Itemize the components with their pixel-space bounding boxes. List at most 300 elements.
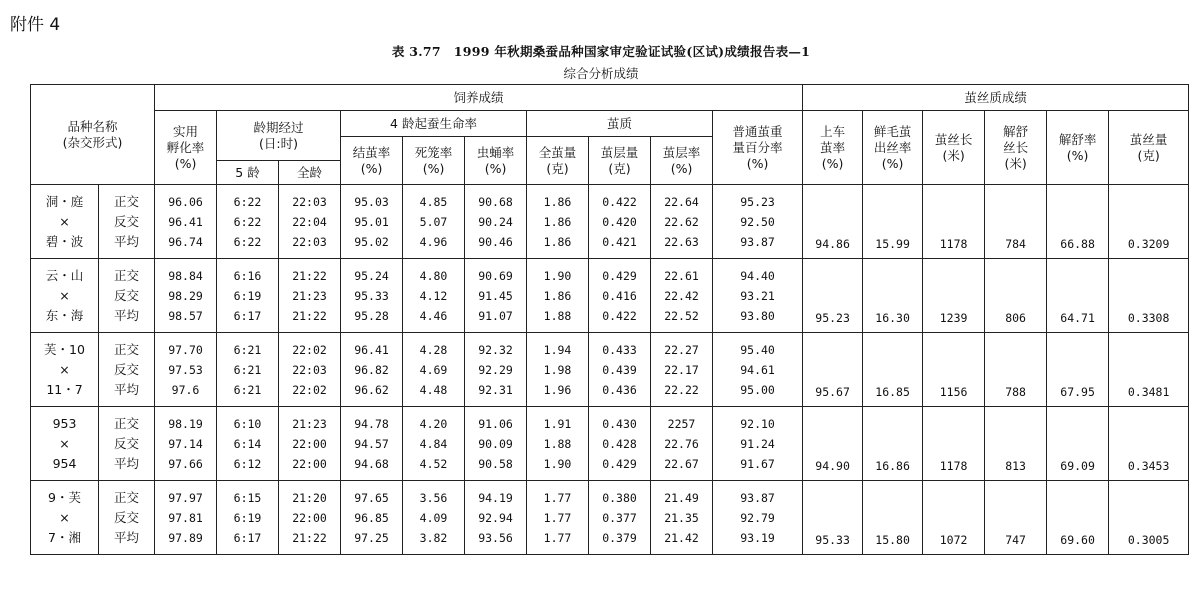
cross-type-cell	[99, 407, 155, 481]
instar-header: 龄期经过 (日:时)	[217, 111, 341, 161]
silk-value-cell: 784	[985, 185, 1047, 259]
rearing-value: 97.53	[168, 362, 203, 377]
silk-value-cell: 16.30	[863, 259, 923, 333]
cross-type-label: 正交	[114, 267, 140, 283]
rearing-value: 0.428	[602, 436, 637, 451]
rearing-value: 93.87	[740, 234, 775, 249]
cross-type-cell	[99, 259, 155, 333]
rearing-value: 22.67	[664, 456, 699, 471]
silk-value-cell: 1156	[923, 333, 985, 407]
rearing-value: 6:19	[233, 510, 262, 525]
rearing-value: 1.98	[543, 362, 572, 377]
rearing-value-cell	[403, 185, 465, 259]
rearing-value: 6:14	[233, 436, 262, 451]
rearing-value: 6:22	[233, 234, 262, 249]
rearing-value: 6:16	[233, 268, 262, 283]
rearing-value: 92.79	[740, 510, 775, 525]
rearing-value-cell	[465, 481, 527, 555]
rearing-value: 91.45	[478, 288, 513, 303]
rearing-value: 21.49	[664, 490, 699, 505]
rearing-value-cell	[279, 333, 341, 407]
variety-name-line: 11・7	[46, 381, 83, 397]
rearing-value: 0.439	[602, 362, 637, 377]
cross-type-label: 正交	[114, 341, 140, 357]
rearing-value: 92.50	[740, 214, 775, 229]
dead-rate-header: 死笼率 (%)	[403, 137, 465, 185]
rearing-value: 1.88	[543, 436, 572, 451]
rearing-value: 22:03	[292, 362, 327, 377]
rearing-value: 94.78	[354, 416, 389, 431]
rearing-value-cell	[589, 333, 651, 407]
rearing-value: 92.10	[740, 416, 775, 431]
rearing-value: 0.422	[602, 308, 637, 323]
nbfl-header: 解舒 丝长 (米)	[985, 111, 1047, 185]
cross-type-label: 平均	[114, 529, 140, 545]
table-row	[31, 333, 1189, 407]
silk-weight-header: 茧丝量 (克)	[1109, 111, 1189, 185]
rearing-value: 6:21	[233, 342, 262, 357]
rearing-value-cell	[341, 185, 403, 259]
silk-value-cell: 94.86	[803, 185, 863, 259]
rearing-value: 90.24	[478, 214, 513, 229]
rearing-value-cell	[155, 407, 217, 481]
variety-name-line: 碧・波	[45, 233, 84, 249]
rearing-value-cell	[713, 259, 803, 333]
rearing-value-cell	[155, 259, 217, 333]
cross-type-label: 正交	[114, 415, 140, 431]
whole-cocoon-header: 全茧量 (克)	[527, 137, 589, 185]
variety-name-line: ×	[59, 509, 70, 525]
rearing-value: 96.41	[168, 214, 203, 229]
table-title: 表 3.77 1999 年秋期桑蚕品种国家审定验证试验(区试)成绩报告表—1	[391, 44, 811, 59]
cross-type-cell	[99, 185, 155, 259]
rearing-value-cell	[217, 259, 279, 333]
rearing-value: 98.29	[168, 288, 203, 303]
variety-name-line: ×	[59, 287, 70, 303]
rearing-value: 95.33	[354, 288, 389, 303]
variety-name-line: 洞・庭	[45, 193, 84, 209]
table-header	[31, 85, 1189, 185]
results-table	[30, 84, 1189, 555]
rearing-value: 22:02	[292, 342, 327, 357]
rearing-value: 1.86	[543, 214, 572, 229]
rearing-value: 92.32	[478, 342, 513, 357]
rearing-value: 94.40	[740, 268, 775, 283]
rearing-value: 0.436	[602, 382, 637, 397]
variety-name-line: 7・湘	[48, 529, 81, 545]
rearing-value: 95.01	[354, 214, 389, 229]
rearing-value-cell	[403, 407, 465, 481]
rearing-value: 97.14	[168, 436, 203, 451]
rearing-value: 94.61	[740, 362, 775, 377]
rearing-value: 0.420	[602, 214, 637, 229]
rearing-value: 22:03	[292, 194, 327, 209]
rearing-value: 97.70	[168, 342, 203, 357]
rearing-value: 6:12	[233, 456, 262, 471]
rearing-value: 93.19	[740, 530, 775, 545]
rearing-value: 91.07	[478, 308, 513, 323]
rearing-value: 4.12	[419, 288, 448, 303]
rearing-value: 0.377	[602, 510, 637, 525]
rearing-value: 21:23	[292, 416, 327, 431]
rearing-value-cell	[279, 185, 341, 259]
rearing-value: 21:22	[292, 308, 327, 323]
silk-value-cell: 0.3308	[1109, 259, 1189, 333]
rearing-value-cell	[651, 481, 713, 555]
hatch-rate-header: 实用 孵化率 (%)	[155, 111, 217, 185]
rearing-value: 91.67	[740, 456, 775, 471]
rearing-value: 22:03	[292, 234, 327, 249]
rearing-value: 90.09	[478, 436, 513, 451]
variety-name-line: 云・山	[45, 267, 84, 283]
variety-name-cell	[31, 333, 99, 407]
rearing-value-cell	[651, 333, 713, 407]
rearing-value: 98.19	[168, 416, 203, 431]
rearing-value: 6:19	[233, 288, 262, 303]
vitality-header: 4 龄起蚕生命率	[341, 111, 527, 137]
rearing-value-cell	[403, 333, 465, 407]
rearing-value: 6:22	[233, 214, 262, 229]
rearing-value: 21.35	[664, 510, 699, 525]
rearing-value: 22.64	[664, 194, 699, 209]
variety-name-line: 9・芙	[48, 489, 81, 505]
silk-value-cell: 788	[985, 333, 1047, 407]
rearing-value: 92.94	[478, 510, 513, 525]
rearing-value: 1.88	[543, 308, 572, 323]
rearing-value-cell	[527, 185, 589, 259]
rearing-value-cell	[527, 481, 589, 555]
rearing-value: 22.63	[664, 234, 699, 249]
rearing-value: 0.380	[602, 490, 637, 505]
rearing-value: 97.97	[168, 490, 203, 505]
cross-type-label: 反交	[114, 213, 140, 229]
rearing-value: 22:04	[292, 214, 327, 229]
rearing-value: 22.17	[664, 362, 699, 377]
rearing-value-cell	[713, 185, 803, 259]
silk-value-cell: 0.3209	[1109, 185, 1189, 259]
rearing-value: 6:15	[233, 490, 262, 505]
rearing-value: 95.02	[354, 234, 389, 249]
silk-value-cell: 66.88	[1047, 185, 1109, 259]
silk-value-cell: 813	[985, 407, 1047, 481]
rearing-value-cell	[341, 259, 403, 333]
silk-value-cell: 95.33	[803, 481, 863, 555]
rearing-value: 22:00	[292, 456, 327, 471]
cross-type-cell	[99, 481, 155, 555]
rearing-value: 0.433	[602, 342, 637, 357]
rearing-value-cell	[713, 481, 803, 555]
variety-name-line: ×	[59, 361, 70, 377]
variety-name-cell	[31, 481, 99, 555]
silk-value-cell: 0.3453	[1109, 407, 1189, 481]
silk-value-cell: 0.3005	[1109, 481, 1189, 555]
rearing-value: 96.82	[354, 362, 389, 377]
rearing-value-cell	[155, 185, 217, 259]
rearing-value: 90.68	[478, 194, 513, 209]
rearing-value: 6:21	[233, 362, 262, 377]
variety-name-line: 芙・10	[44, 341, 85, 357]
table-row	[31, 481, 1189, 555]
rearing-value: 22:00	[292, 436, 327, 451]
variety-name-cell	[31, 185, 99, 259]
rearing-value-cell	[465, 185, 527, 259]
rearing-value: 22:02	[292, 382, 327, 397]
rearing-value: 97.89	[168, 530, 203, 545]
table-body	[31, 185, 1189, 555]
rearing-value: 1.77	[543, 510, 572, 525]
rearing-value: 1.86	[543, 194, 572, 209]
silk-value-cell: 1178	[923, 407, 985, 481]
silk-value-cell: 15.99	[863, 185, 923, 259]
rearing-value: 92.29	[478, 362, 513, 377]
silk-value-cell: 95.67	[803, 333, 863, 407]
rearing-value-cell	[341, 333, 403, 407]
rearing-value-cell	[155, 333, 217, 407]
rearing-value: 21:22	[292, 530, 327, 545]
rearing-value: 21:22	[292, 268, 327, 283]
rearing-value-cell	[341, 481, 403, 555]
rearing-value: 96.85	[354, 510, 389, 525]
silk-value-cell: 94.90	[803, 407, 863, 481]
rearing-value-cell	[341, 407, 403, 481]
variety-header: 品种名称 (杂交形式)	[31, 85, 155, 185]
rearing-value: 1.77	[543, 530, 572, 545]
rearing-value-cell	[217, 185, 279, 259]
rearing-value: 97.6	[171, 382, 200, 397]
rearing-value: 96.62	[354, 382, 389, 397]
rearing-value: 6:17	[233, 308, 262, 323]
silk-value-cell: 69.60	[1047, 481, 1109, 555]
rearing-value: 0.429	[602, 456, 637, 471]
rearing-value: 1.96	[543, 382, 572, 397]
rearing-value: 90.69	[478, 268, 513, 283]
cross-type-label: 平均	[114, 307, 140, 323]
rearing-value-cell	[651, 185, 713, 259]
rearing-value: 98.57	[168, 308, 203, 323]
quality-header: 茧质	[527, 111, 713, 137]
rearing-value-cell	[527, 259, 589, 333]
raw-silk-header: 鲜毛茧 出丝率 (%)	[863, 111, 923, 185]
rearing-value: 0.429	[602, 268, 637, 283]
rearing-value: 4.48	[419, 382, 448, 397]
instar-5-header: 5 龄	[217, 161, 279, 185]
rearing-value-cell	[651, 407, 713, 481]
rearing-value: 95.24	[354, 268, 389, 283]
reeling-rate-header: 上车 茧率 (%)	[803, 111, 863, 185]
rearing-value: 6:21	[233, 382, 262, 397]
rearing-value: 94.68	[354, 456, 389, 471]
rearing-value: 97.81	[168, 510, 203, 525]
instar-all-header: 全龄	[279, 161, 341, 185]
cocoon-silk-header: 茧丝质成绩	[803, 85, 1189, 111]
cross-type-label: 反交	[114, 435, 140, 451]
cross-type-label: 反交	[114, 361, 140, 377]
rearing-value: 0.421	[602, 234, 637, 249]
silk-value-cell: 15.80	[863, 481, 923, 555]
rearing-value: 21:20	[292, 490, 327, 505]
rearing-value: 95.28	[354, 308, 389, 323]
attachment-label: 附件 4	[10, 15, 61, 35]
rearing-value: 22.52	[664, 308, 699, 323]
rearing-value: 95.00	[740, 382, 775, 397]
rearing-value: 22:00	[292, 510, 327, 525]
rearing-value-cell	[465, 259, 527, 333]
variety-name-line: ×	[59, 435, 70, 451]
rearing-value: 95.40	[740, 342, 775, 357]
rearing-value: 22.42	[664, 288, 699, 303]
variety-name-line: 东・海	[45, 307, 84, 323]
cross-type-label: 正交	[114, 193, 140, 209]
rearing-value: 1.77	[543, 490, 572, 505]
rearing-value: 0.379	[602, 530, 637, 545]
normal-cocoon-header: 普通茧重 量百分率 (%)	[713, 111, 803, 185]
rearing-value: 94.57	[354, 436, 389, 451]
silk-value-cell: 95.23	[803, 259, 863, 333]
rearing-value: 22.62	[664, 214, 699, 229]
rearing-value: 93.56	[478, 530, 513, 545]
rearing-value: 91.24	[740, 436, 775, 451]
rearing-value: 22.76	[664, 436, 699, 451]
rearing-value-cell	[403, 259, 465, 333]
silk-value-cell: 747	[985, 481, 1047, 555]
rearing-value-cell	[589, 481, 651, 555]
filament-length-header: 茧丝长 (米)	[923, 111, 985, 185]
variety-name-line: ×	[59, 213, 70, 229]
table-subtitle: 综合分析成绩	[563, 66, 639, 81]
rearing-value-cell	[217, 407, 279, 481]
rearing-value: 4.69	[419, 362, 448, 377]
rearing-value-cell	[217, 481, 279, 555]
rearing-value-cell	[713, 407, 803, 481]
rearing-value: 6:22	[233, 194, 262, 209]
rearing-value-cell	[651, 259, 713, 333]
rearing-value: 92.31	[478, 382, 513, 397]
cross-type-label: 平均	[114, 233, 140, 249]
rearing-value: 5.07	[419, 214, 448, 229]
cross-type-cell	[99, 333, 155, 407]
rearing-value: 93.80	[740, 308, 775, 323]
rearing-value: 93.87	[740, 490, 775, 505]
rearing-value: 97.66	[168, 456, 203, 471]
rearing-value: 1.86	[543, 288, 572, 303]
rearing-value: 1.94	[543, 342, 572, 357]
reelability-header: 解舒率 (%)	[1047, 111, 1109, 185]
silk-value-cell: 64.71	[1047, 259, 1109, 333]
silk-value-cell: 1072	[923, 481, 985, 555]
rearing-value: 96.06	[168, 194, 203, 209]
rearing-value: 3.82	[419, 530, 448, 545]
rearing-value-cell	[279, 481, 341, 555]
rearing-value: 22.22	[664, 382, 699, 397]
rearing-value: 98.84	[168, 268, 203, 283]
silk-value-cell: 69.09	[1047, 407, 1109, 481]
rearing-value: 97.25	[354, 530, 389, 545]
rearing-value: 4.52	[419, 456, 448, 471]
rearing-value-cell	[465, 333, 527, 407]
silk-value-cell: 16.85	[863, 333, 923, 407]
silk-value-cell: 1239	[923, 259, 985, 333]
rearing-value: 1.91	[543, 416, 572, 431]
table-row	[31, 259, 1189, 333]
rearing-value-cell	[403, 481, 465, 555]
rearing-value: 90.58	[478, 456, 513, 471]
rearing-value: 22.61	[664, 268, 699, 283]
rearing-value-cell	[155, 481, 217, 555]
rearing-value: 21.42	[664, 530, 699, 545]
rearing-value: 6:17	[233, 530, 262, 545]
silk-value-cell: 0.3481	[1109, 333, 1189, 407]
rearing-value: 90.46	[478, 234, 513, 249]
rearing-value: 4.20	[419, 416, 448, 431]
rearing-value: 4.85	[419, 194, 448, 209]
table-row	[31, 185, 1189, 259]
silk-value-cell: 806	[985, 259, 1047, 333]
cross-type-label: 正交	[114, 489, 140, 505]
cross-type-label: 平均	[114, 381, 140, 397]
cross-type-label: 反交	[114, 509, 140, 525]
rearing-value: 4.96	[419, 234, 448, 249]
pupation-rate-header: 虫蛹率 (%)	[465, 137, 527, 185]
rearing-value: 95.23	[740, 194, 775, 209]
rearing-value: 3.56	[419, 490, 448, 505]
rearing-value: 1.90	[543, 456, 572, 471]
cross-type-label: 反交	[114, 287, 140, 303]
variety-name-cell	[31, 407, 99, 481]
variety-name-line: 953	[52, 415, 77, 431]
rearing-value: 21:23	[292, 288, 327, 303]
rearing-value: 96.74	[168, 234, 203, 249]
variety-name-cell	[31, 259, 99, 333]
silk-value-cell: 67.95	[1047, 333, 1109, 407]
rearing-value: 1.86	[543, 234, 572, 249]
rearing-value: 94.19	[478, 490, 513, 505]
rearing-value-cell	[279, 259, 341, 333]
rearing-value: 0.422	[602, 194, 637, 209]
rearing-value: 96.41	[354, 342, 389, 357]
silk-value-cell: 16.86	[863, 407, 923, 481]
rearing-value: 93.21	[740, 288, 775, 303]
table-row	[31, 407, 1189, 481]
rearing-header: 饲养成绩	[155, 85, 803, 111]
rearing-value-cell	[217, 333, 279, 407]
silk-value-cell: 1178	[923, 185, 985, 259]
rearing-value-cell	[527, 333, 589, 407]
rearing-value-cell	[589, 407, 651, 481]
rearing-value: 97.65	[354, 490, 389, 505]
rearing-value: 0.416	[602, 288, 637, 303]
rearing-value: 91.06	[478, 416, 513, 431]
rearing-value: 95.03	[354, 194, 389, 209]
rearing-value-cell	[589, 259, 651, 333]
rearing-value: 4.46	[419, 308, 448, 323]
shell-rate-header: 茧层率 (%)	[651, 137, 713, 185]
rearing-value-cell	[713, 333, 803, 407]
shell-weight-header: 茧层量 (克)	[589, 137, 651, 185]
rearing-value: 0.430	[602, 416, 637, 431]
rearing-value: 2257	[667, 416, 696, 431]
rearing-value: 4.80	[419, 268, 448, 283]
cocooning-rate-header: 结茧率 (%)	[341, 137, 403, 185]
cross-type-label: 平均	[114, 455, 140, 471]
rearing-value-cell	[527, 407, 589, 481]
rearing-value: 22.27	[664, 342, 699, 357]
rearing-value: 4.28	[419, 342, 448, 357]
rearing-value-cell	[589, 185, 651, 259]
rearing-value: 1.90	[543, 268, 572, 283]
rearing-value: 6:10	[233, 416, 262, 431]
variety-name-line: 954	[52, 455, 77, 471]
rearing-value-cell	[465, 407, 527, 481]
